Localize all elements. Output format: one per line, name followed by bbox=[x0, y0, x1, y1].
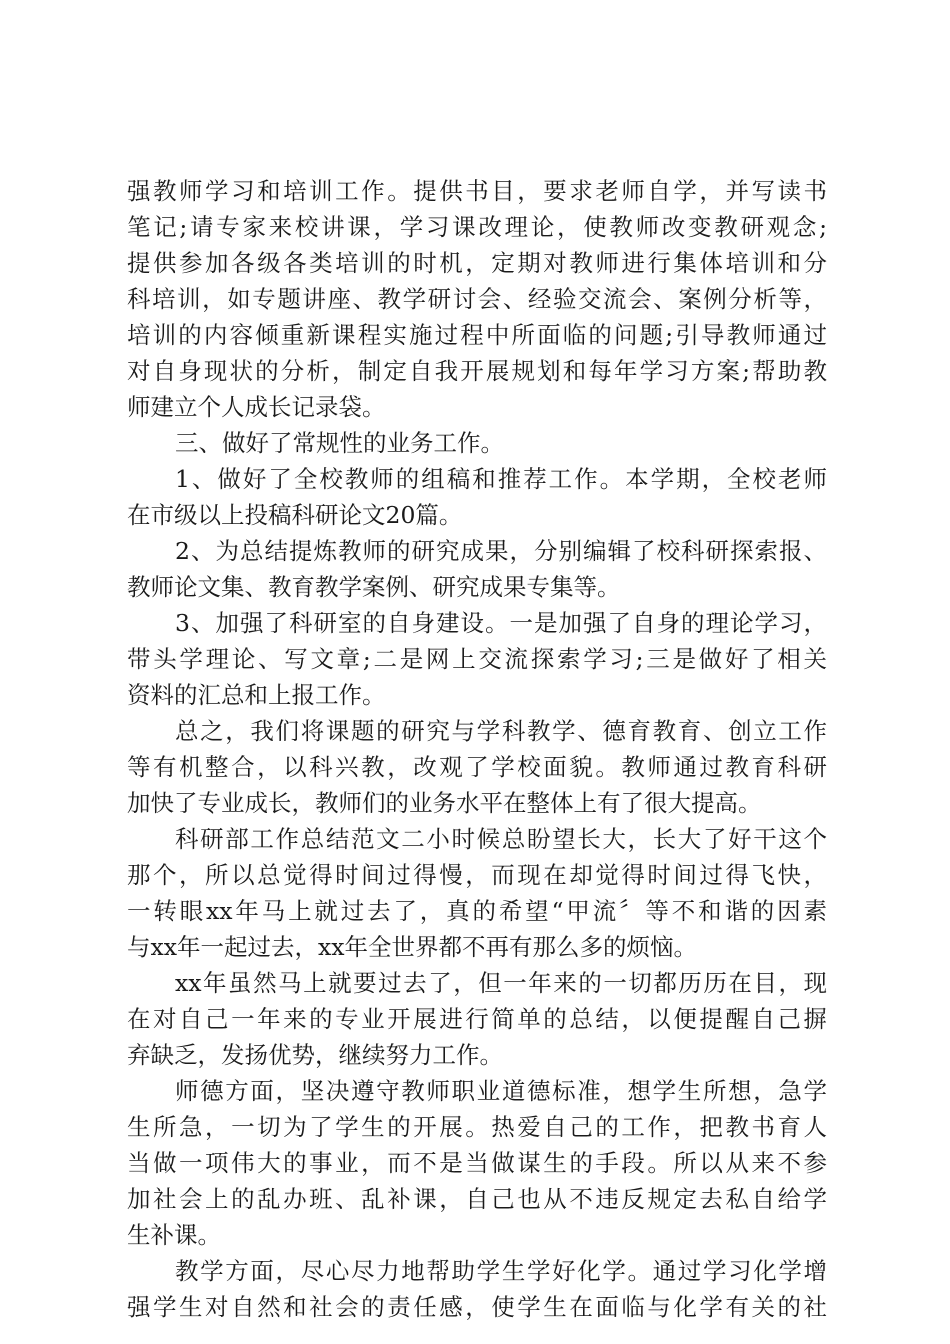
text-line-28: 当做一项伟大的事业，而不是当做谋生的手段。所以从来不参 bbox=[127, 1149, 827, 1177]
text-line-26: 师德方面，坚决遵守教师职业道德标准，想学生所想，急学 bbox=[175, 1077, 827, 1105]
text-line-18: 加快了专业成长，教师们的业务水平在整体上有了很大提高。 bbox=[127, 789, 762, 817]
text-line-6: 对自身现状的分析，制定自我开展规划和每年学习方案;帮助教 bbox=[127, 357, 827, 385]
text-line-11: 2、为总结提炼教师的研究成果，分别编辑了校科研探索报、 bbox=[175, 537, 827, 565]
text-line-31: 教学方面，尽心尽力地帮助学生学好化学。通过学习化学增 bbox=[175, 1257, 827, 1285]
section-heading: 三、做好了常规性的业务工作。 bbox=[175, 429, 504, 457]
text-line-10: 在市级以上投稿科研论文20篇。 bbox=[127, 501, 463, 529]
text-line-19: 科研部工作总结范文二小时候总盼望长大，长大了好干这个 bbox=[175, 825, 827, 853]
text-line-9: 1、做好了全校教师的组稿和推荐工作。本学期，全校老师 bbox=[175, 465, 827, 493]
text-line-7: 师建立个人成长记录袋。 bbox=[127, 393, 386, 421]
text-line-12: 教师论文集、教育教学案例、研究成果专集等。 bbox=[127, 573, 621, 601]
text-line-21: 一转眼xx年马上就过去了，真的希望“甲流〞等不和谐的因素 bbox=[127, 897, 827, 925]
text-line-16: 总之，我们将课题的研究与学科教学、德育教育、创立工作 bbox=[175, 717, 827, 745]
text-line-22: 与xx年一起过去，xx年全世界都不再有那么多的烦恼。 bbox=[127, 933, 698, 961]
text-line-15: 资料的汇总和上报工作。 bbox=[127, 681, 386, 709]
text-line-4: 科培训，如专题讲座、教学研讨会、经验交流会、案例分析等， bbox=[127, 285, 827, 313]
text-line-13: 3、加强了科研室的自身建设。一是加强了自身的理论学习， bbox=[175, 609, 827, 637]
text-line-1: 强教师学习和培训工作。提供书目，要求老师自学，并写读书 bbox=[127, 177, 827, 205]
text-line-27: 生所急，一切为了学生的开展。热爱自己的工作，把教书育人 bbox=[127, 1113, 827, 1141]
text-line-29: 加社会上的乱办班、乱补课，自己也从不违反规定去私自给学 bbox=[127, 1185, 827, 1213]
text-line-3: 提供参加各级各类培训的时机，定期对教师进行集体培训和分 bbox=[127, 249, 827, 277]
text-line-32: 强学生对自然和社会的责任感，使学生在面临与化学有关的社 bbox=[127, 1293, 827, 1321]
text-line-24: 在对自己一年来的专业开展进行简单的总结，以便提醒自己摒 bbox=[127, 1005, 827, 1033]
text-line-17: 等有机整合，以科兴教，改观了学校面貌。教师通过教育科研 bbox=[127, 753, 827, 781]
text-line-23: xx年虽然马上就要过去了，但一年来的一切都历历在目，现 bbox=[175, 969, 827, 997]
text-line-14: 带头学理论、写文章;二是网上交流探索学习;三是做好了相关 bbox=[127, 645, 827, 673]
text-line-30: 生补课。 bbox=[127, 1221, 221, 1249]
text-line-2: 笔记;请专家来校讲课，学习课改理论，使教师改变教研观念; bbox=[127, 213, 827, 241]
text-line-5: 培训的内容倾重新课程实施过程中所面临的问题;引导教师通过 bbox=[127, 321, 827, 349]
text-line-20: 那个，所以总觉得时间过得慢，而现在却觉得时间过得飞快， bbox=[127, 861, 827, 889]
text-line-25: 弃缺乏，发扬优势，继续努力工作。 bbox=[127, 1041, 503, 1069]
